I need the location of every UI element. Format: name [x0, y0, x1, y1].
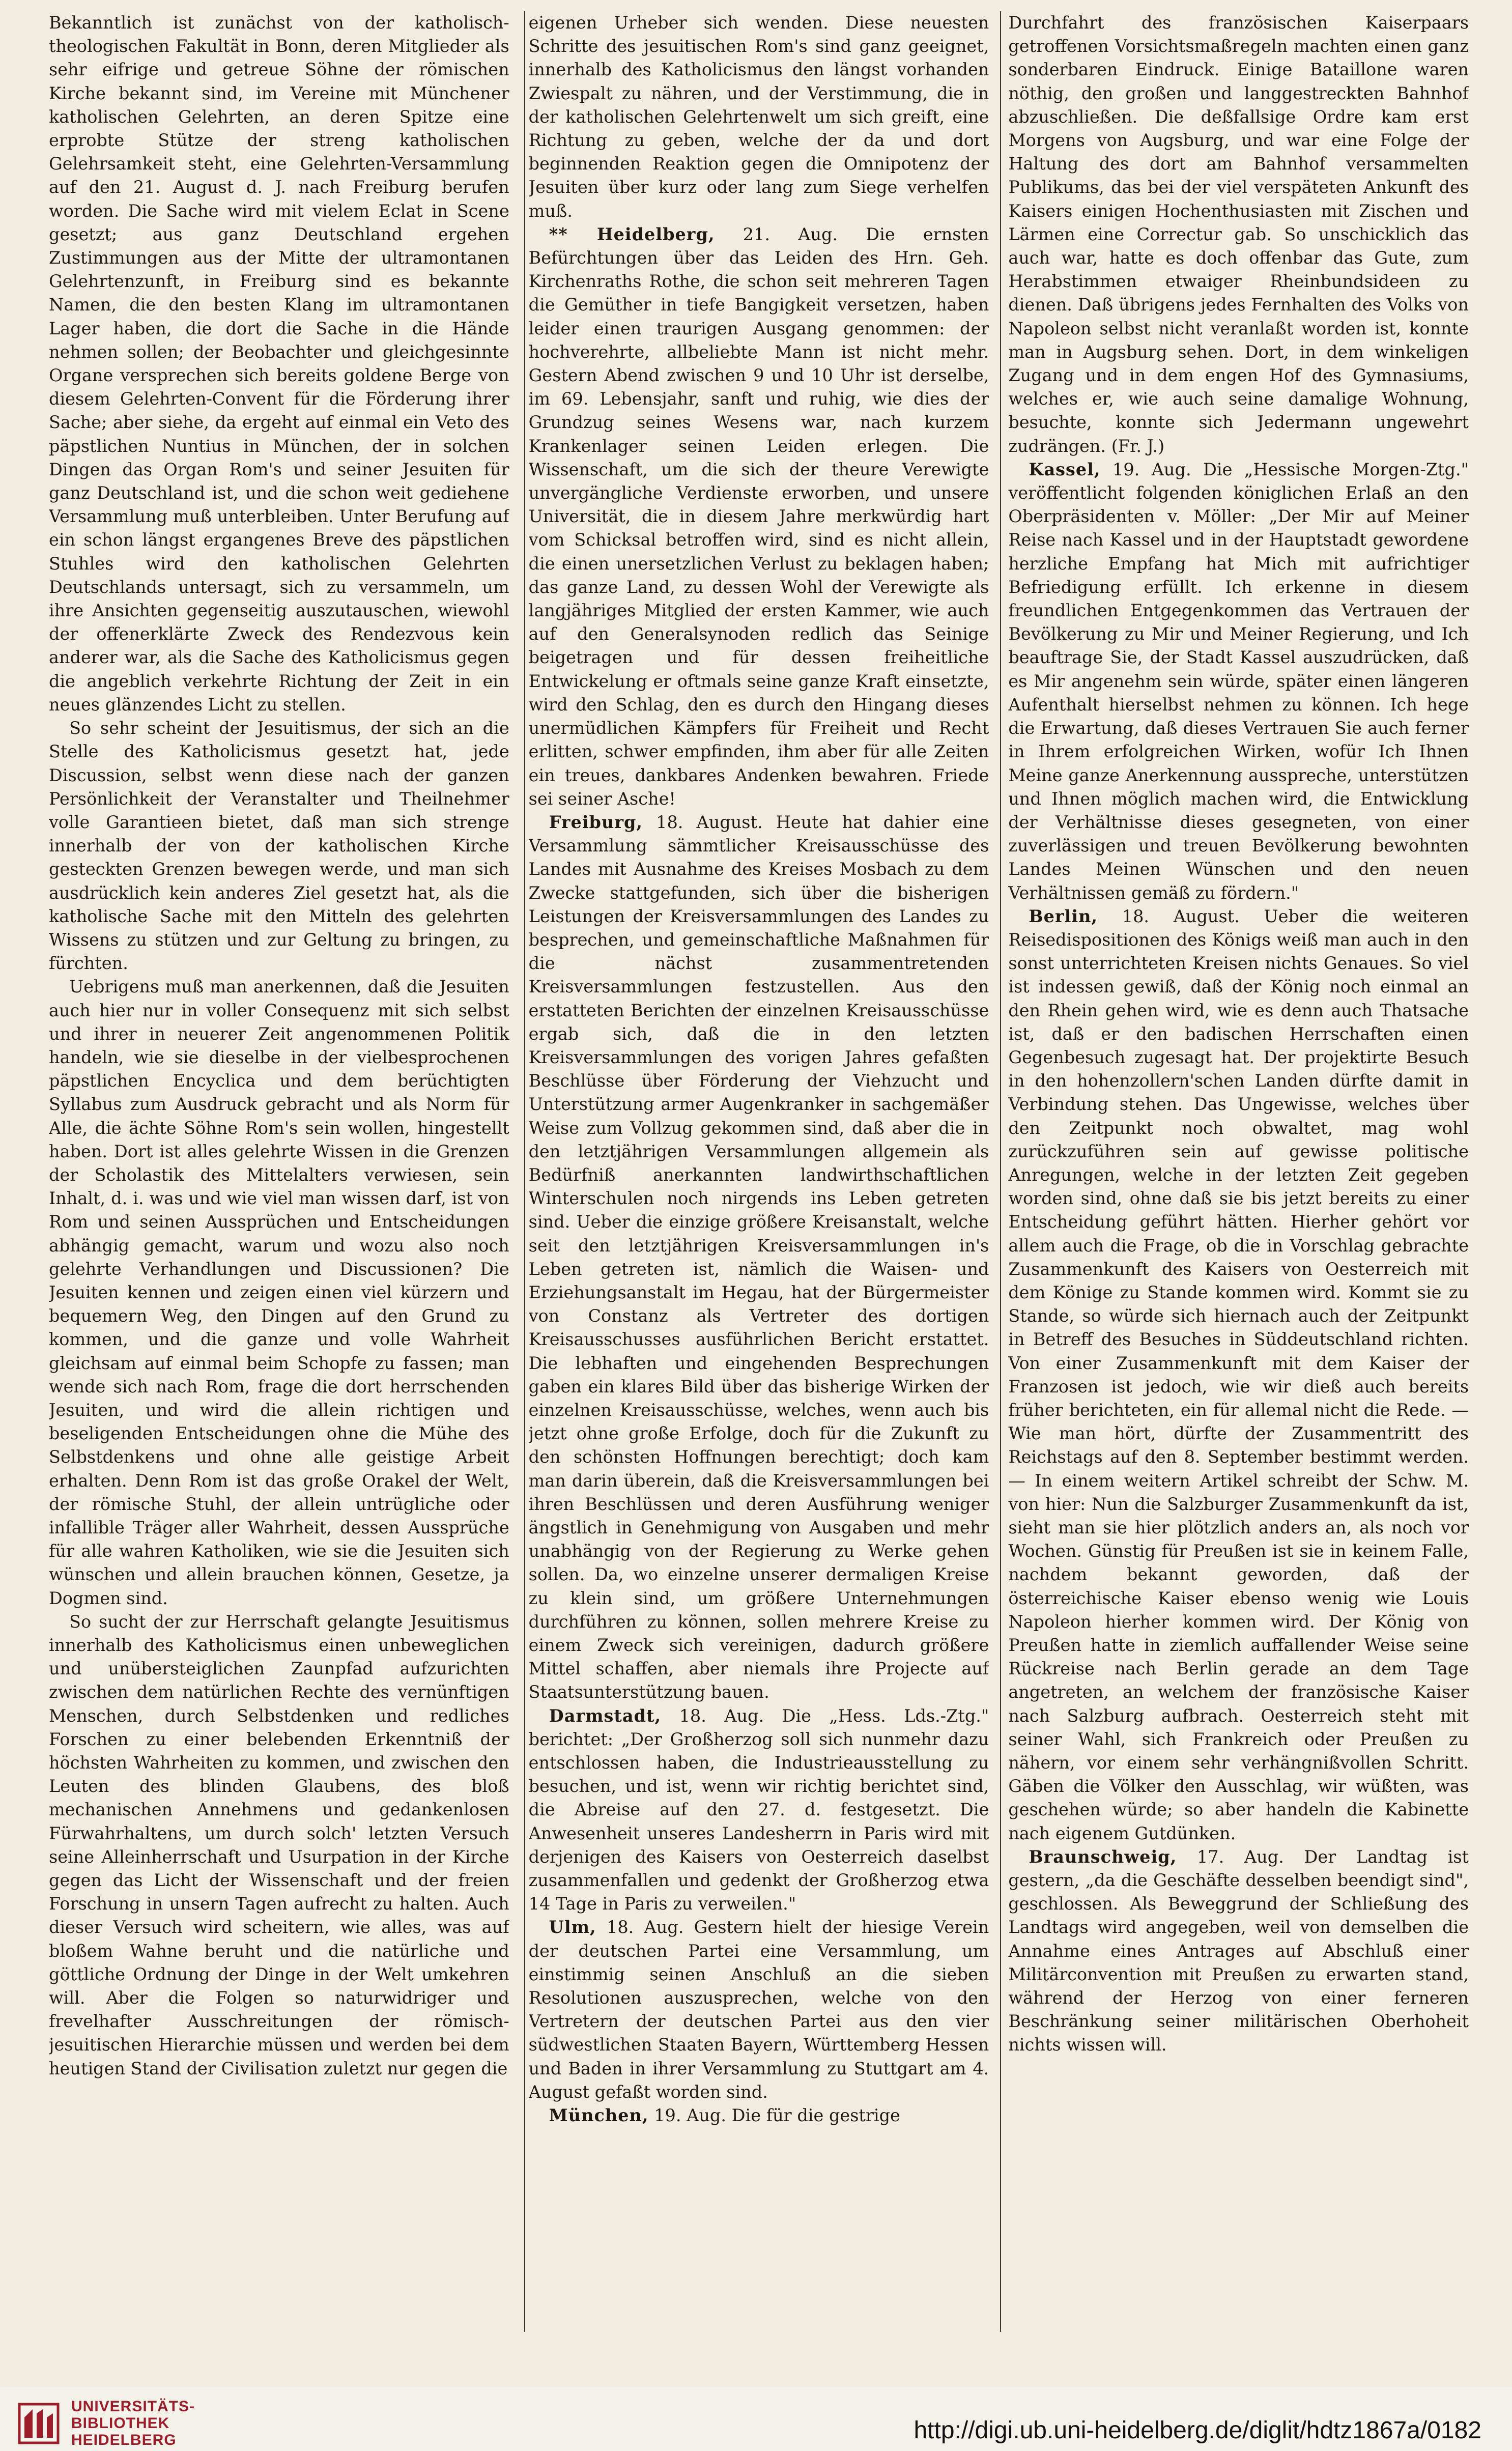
- library-name: [71, 2398, 195, 2448]
- university-library-logo-icon: [17, 2402, 60, 2445]
- paragraph-text: Bekanntlich ist zunächst von der katholisch-theologischen Fakultät in Bonn, deren Mitglieder als sehr eifrige und getreue Söhne der römischen Kirche bekannt sind, im Vereine mit Münchener katholischen Gelehrten, an deren Spitze eine erprobte Stütze der streng katholischen Gelehrsamkeit steht, eine Gelehrten-Versammlung auf den 21. August d. J. nach Freiburg berufen worden. Die Sache wird mit vielem Eclat in Scene gesetzt; aus ganz Deutschland ergehen Zustimmungen aus der Mitte der ultramontanen Gelehrtenzunft, in Freiburg sind es bekannte Namen, die den besten Klang im ultramontanen Lager haben, die dort die Sache in die Hände nehmen sollen; der Beobachter und gleichgesinnte Organe versprechen sich bereits goldene Berge von diesem Gelehrten-Convent für die Förderung ihrer Sache; aber siehe, da ergeht auf einmal ein Veto des päpstlichen Nuntius in München, der in solchen Dingen das Organ Rom's und seiner Jesuiten für ganz Deutschland ist, und die schon weit gediehene Versammlung muß unterbleiben. Unter Berufung auf ein schon längst ergangenes Breve des päpstlichen Stuhles wird den katholischen Gelehrten Deutschlands untersagt, sich zu versammeln, um ihre Ansichten gegenseitig auszutauschen, wiewohl der offenerklärte Zweck des Rendezvous kein anderer war, als die Sache des Katholicismus gegen die angeblich verkehrte Richtung der Zeit in ein neues glänzendes Licht zu stellen.: [49, 13, 509, 715]
- article-paragraph: [49, 975, 509, 1610]
- paragraph-text: Durchfahrt des französischen Kaiserpaars getroffenen Vorsichtsmaßregeln machten einen ganz sonderbaren Eindruck. Einige Bataillone waren nöthig, den großen und langgestreckten Bahnhof abzuschließen. Die deßfallsige Ordre kam erst Morgens von Augsburg, und war eine Folge der Haltung des dort am Bahnhof versammelten Publikums, das bei der viel verspäteten Ankunft des Kaisers einigen Hochenthusiasten mit Zischen und Lärmen eine Correctur gab. So unschicklich das auch war, hatte es doch offenbar das Gute, zum Herabstimmen etwaiger Rheinbundsideen zu dienen. Daß übrigens jedes Fernhalten des Volks von Napoleon selbst nicht veranlaßt worden ist, konnte man in Augsburg sehen. Dort, in dem winkeligen Zugang und in dem engen Hof des Gymnasiums, welches er, wie auch seine damalige Wohnung, besuchte, konnte sich Jedermann ungewehrt zudrängen. (Fr. J.): [1008, 13, 1469, 456]
- article-paragraph: [1008, 1845, 1469, 2057]
- article-paragraph: [1008, 905, 1469, 1845]
- dateline: Freiburg,: [549, 812, 643, 832]
- dateline: Ulm,: [549, 1917, 596, 1937]
- article-paragraph: [529, 1916, 989, 2104]
- dateline: Darmstadt,: [549, 1705, 662, 1726]
- paragraph-text: Uebrigens muß man anerkennen, daß die Jesuiten auch hier nur in voller Consequenz mit sich selbst und ihrer in neuerer Zeit angenommenen Politik handeln, wie sie dieselbe in der vielbesprochenen päpstlichen Encyclica und dem berüchtigten Syllabus zum Ausdruck gebracht und als Norm für Alle, die ächte Söhne Rom's sein wollen, hingestellt haben. Dort ist alles gelehrte Wissen in die Grenzen der Scholastik des Mittelalters verwiesen, sein Inhalt, d. i. was und wie viel man wissen darf, ist von Rom und seinen Aussprüchen und Entscheidungen abhängig gemacht, warum und wozu also noch gelehrte Verhandlungen und Discussionen? Die Jesuiten kennen und zeigen einen viel kürzern und bequemern Weg, den Dingen auf den Grund zu kommen, und die ganze und volle Wahrheit gleichsam auf einmal beim Schopfe zu fassen; man wende sich nach Rom, frage die dort herrschenden Jesuiten, und wird die allein richtigen und beseligenden Entscheidungen ohne die Mühe des Selbstdenkens und ohne alle geistige Arbeit erhalten. Denn Rom ist das große Orakel der Welt, der römische Stuhl, der allein untrügliche oder infallible Träger aller Wahrheit, dessen Aussprüche für alle wahren Katholiken, wie sie die Jesuiten sich wünschen und allein brauchen können, Gesetze, ja Dogmen sind.: [49, 977, 509, 1608]
- article-paragraph: [1008, 11, 1469, 458]
- column-3: [1008, 11, 1469, 2342]
- dateline: München,: [549, 2105, 649, 2126]
- dateline: Braunschweig,: [1029, 1846, 1177, 1867]
- library-logo[interactable]: [17, 2398, 195, 2448]
- column-divider: [1000, 11, 1001, 2332]
- text-columns: [49, 11, 1469, 2342]
- article-paragraph: [49, 717, 509, 975]
- paragraph-text: 18. August. Heute hat dahier eine Versammlung sämmtlicher Kreisausschüsse des Landes mit Ausnahme des Kreises Mosbach zu dem Zwecke stattgefunden, sich über die bisherigen Leistungen der Kreisversammlungen des Landes zu besprechen, und gemeinschaftliche Maßnahmen für die nächst zusammentretenden Kreisversammlungen festzustellen. Aus den erstatteten Berichten der einzelnen Kreisausschüsse ergab sich, daß die in den letzten Kreisversammlungen des vorigen Jahres gefaßten Beschlüsse über Förderung der Viehzucht und Unterstützung armer Augenkranker in sachgemäßer Weise zum Vollzug gekommen sind, daß aber die in den letztjährigen Versammlungen allgemein als Bedürfniß anerkannten landwirthschaftlichen Winterschulen noch nirgends ins Leben getreten sind. Ueber die einzige größere Kreisanstalt, welche seit den letztjährigen Kreisversammlungen in's Leben getreten ist, nämlich die Waisen- und Erziehungsanstalt im Hegau, hat der Bürgermeister von Constanz als Vertreter des dortigen Kreisausschusses ausführlichen Bericht erstattet. Die lebhaften und eingehenden Besprechungen gaben ein klares Bild über das bisherige Wirken der einzelnen Kreisausschüsse, welches, wenn auch bis jetzt ohne große Erfolge, doch für die Zukunft zu den schönsten Hoffnungen berechtigt; doch kam man darin überein, daß die Kreisversammlungen bei ihren Beschlüssen und deren Ausführung weniger ängstlich in Genehmigung von Ausgaben und mehr unabhängig von der Regierung zu Werke gehen sollen. Da, wo einzelne unserer dermaligen Kreise zu klein sind, um größere Unternehmungen durchführen zu können, sollen mehrere Kreise zu einem Zweck sich vereinigen, dadurch größere Mittel schaffen, aber niemals ihre Projecte auf Staatsunterstützung bauen.: [528, 812, 989, 1702]
- article-paragraph: [529, 811, 989, 1704]
- permalink-url[interactable]: http://digi.ub.uni-heidelberg.de/diglit/hdtz1867a/0182: [914, 2417, 1481, 2444]
- library-name-line: HEIDELBERG: [71, 2432, 177, 2448]
- column-divider: [524, 11, 525, 2332]
- column-1: [49, 11, 509, 2342]
- column-2: [529, 11, 989, 2342]
- article-paragraph: [529, 223, 989, 811]
- dateline: Berlin,: [1029, 906, 1098, 926]
- paragraph-text: 18. Aug. Die „Hess. Lds.-Ztg." berichtet: „Der Großherzog soll sich nunmehr dazu entschlossen haben, die Industrieausstellung zu besuchen, und ist, wenn wir richtig berichtet sind, die Abreise auf den 27. d. festgesetzt. Die Anwesenheit unseres Landesherrn in Paris wird mit derjenigen des Kaisers von Oesterreich daselbst zusammenfallen und gedenkt der Großherzog etwa 14 Tage in Paris zu verweilen.": [528, 1705, 989, 1914]
- article-paragraph: [1008, 458, 1469, 905]
- paragraph-text: 19. Aug. Die „Hessische Morgen-Ztg." veröffentlicht folgenden königlichen Erlaß an den Oberpräsidenten v. Möller: „Der Mir auf Meiner Reise nach Kassel und in der Hauptstadt gewordene herzliche Empfang hat Mich mit aufrichtiger Befriedigung erfüllt. Ich erkenne in diesem freundlichen Entgegenkommen das Vertrauen der Bevölkerung zu Mir und Meiner Regierung, und Ich beauftrage Sie, der Stadt Kassel auszudrücken, daß es Mir angenehm sein würde, später einen längeren Aufenthalt hierselbst nehmen zu können. Ich hege die Erwartung, daß dieses Vertrauen Sie auch ferner in Ihrem erfolgreichen Wirken, wofür Ich Ihnen Meine ganze Anerkennung ausspreche, unterstützen und Ihnen möglich machen wird, die Entwicklung der Verhältnisse dieses gesegneten, von einer zuverlässigen und treuen Bevölkerung bewohnten Landes Meinen Wünschen und den neuen Verhältnissen gemäß zu fördern.": [1008, 459, 1469, 903]
- article-paragraph: [529, 2104, 989, 2127]
- dateline: ** Heidelberg,: [549, 224, 715, 244]
- paragraph-text: 21. Aug. Die ernsten Befürchtungen über das Leiden des Hrn. Geh. Kirchenraths Rothe, die schon seit mehreren Tagen die Gemüther in tiefe Bangigkeit versetzen, haben leider einen traurigen Ausgang genommen: der hochverehrte, allbeliebte Mann ist nicht mehr. Gestern Abend zwischen 9 und 10 Uhr ist derselbe, im 69. Lebensjahr, sanft und ruhig, wie dies der Grundzug seines Wesens war, nach kurzem Krankenlager seinen Leiden erlegen. Die Wissenschaft, um die sich der theure Verewigte unvergängliche Verdienste erworben, und unsere Universität, die in diesem Jahre merkwürdig hart vom Schicksal betroffen wird, sind es nicht allein, die einen unersetzlichen Verlust zu beklagen haben; das ganze Land, zu dessen Wohl der Verewigte als langjähriges Mitglied der ersten Kammer, wie auch auf den Generalsynoden redlich das Seinige beigetragen und für dessen freiheitliche Entwickelung er oftmals seine ganze Kraft einsetzte, wird den Schlag, den es durch den Hingang dieses unermüdlichen Kämpfers für Freiheit und Recht erlitten, schwer empfinden, ihm aber für alle Zeiten ein treues, dankbares Andenken bewahren. Friede sei seiner Asche!: [528, 224, 989, 809]
- library-name-line: BIBLIOTHEK: [71, 2415, 170, 2432]
- article-paragraph: [49, 1610, 509, 2080]
- paragraph-text: 18. August. Ueber die weiteren Reisedispositionen des Königs weiß man auch in den sonst unterrichteten Kreisen nichts Genaues. So viel ist indessen gewiß, daß der König noch einmal an den Rhein gehen wird, wie es denn auch Thatsache ist, daß er den badischen Herrschaften einen Gegenbesuch zugesagt hat. Der projektirte Besuch in den hohenzollern'schen Landen dürfte damit in Verbindung stehen. Das Ungewisse, welches über den Zeitpunkt noch obwaltet, mag wohl zurückzuführen sein auf gewisse politische Anregungen, welche in der letzten Zeit gegeben worden sind, ohne daß sie bis jetzt bereits zu einer Entscheidung geführt hätten. Hierher gehört vor allem auch die Frage, ob die in Vorschlag gebrachte Zusammenkunft des Kaisers von Oesterreich mit dem Könige zu Stande kommen wird. Kommt sie zu Stande, so würde sich hiernach auch der Zeitpunkt in Betreff des Besuches in Süddeutschland richten. Von einer Zusammenkunft mit dem Kaiser der Franzosen ist jedoch, wie wir dieß auch bereits früher berichteten, ein für allemal nicht die Rede. — Wie man hört, dürfte der Zusammentritt des Reichstags auf den 8. September bestimmt werden. — In einem weitern Artikel schreibt der Schw. M. von hier: Nun die Salzburger Zusammenkunft da ist, sieht man sie hier plötzlich anders an, als noch vor Wochen. Günstig für Preußen ist sie in keinem Falle, nachdem bekannt geworden, daß der österreichische Kaiser ebenso wenig wie Louis Napoleon hierher kommen wird. Der König von Preußen hatte in ziemlich auffallender Weise seine Rückreise nach Berlin gerade an dem Tage angetreten, an welchem der französische Kaiser nach Salzburg aufbrach. Oesterreich steht mit seiner Wahl, sich Frankreich oder Preußen zu nähern, vor einem sehr verhängnißvollen Schritt. Gäben die Völker den Ausschlag, wir wüßten, was geschehen würde; so aber handeln die Kabinette nach eigenem Gutdünken.: [1008, 906, 1469, 1843]
- paragraph-text: eigenen Urheber sich wenden. Diese neuesten Schritte des jesuitischen Rom's sind ganz geeignet, innerhalb des Katholicismus den längst vorhanden Zwiespalt zu nähren, und der Verstimmung, die in der katholischen Gelehrtenwelt um sich greift, eine Richtung zu geben, welche der da und dort beginnenden Reaktion gegen die Omnipotenz der Jesuiten über kurz oder lang zum Siege verhelfen muß.: [528, 13, 989, 221]
- article-paragraph: [49, 11, 509, 717]
- article-paragraph: [529, 1704, 989, 1916]
- dateline: Kassel,: [1029, 459, 1101, 479]
- paragraph-text: So sehr scheint der Jesuitismus, der sich an die Stelle des Katholicismus gesetzt hat, jede Discussion, selbst wenn diese nach der ganzen Persönlichkeit der Veranstalter und Theilnehmer volle Garantieen bietet, daß man sich strenge innerhalb der von der katholischen Kirche gesteckten Grenzen bewegen werde, und man sich ausdrücklich kein anderes Ziel gesetzt hat, als die katholische Sache mit den Mitteln des gelehrten Wissens zu stützen und zur Geltung zu bringen, zu fürchten.: [49, 718, 509, 974]
- article-paragraph: [529, 11, 989, 223]
- library-name-line: UNIVERSITÄTS-: [71, 2398, 195, 2415]
- paragraph-text: 17. Aug. Der Landtag ist gestern, „da die Geschäfte desselben beendigt sind", geschlossen. Als Beweggrund der Schließung des Landtags wird angegeben, weil von demselben die Annahme eines Antrages auf Abschluß einer Militärconvention mit Preußen zu erwarten stand, während der Herzog von einer ferneren Beschränkung seiner militärischen Oberhoheit nichts wissen will.: [1008, 1846, 1469, 2055]
- paragraph-text: 18. Aug. Gestern hielt der hiesige Verein der deutschen Partei eine Versammlung, um einstimmig seinen Anschluß an die sieben Resolutionen auszusprechen, welche von den Vertretern der deutschen Partei aus den vier südwestlichen Staaten Bayern, Württemberg Hessen und Baden in ihrer Versammlung zu Stuttgart am 4. August gefaßt worden sind.: [528, 1917, 989, 2102]
- paragraph-text: 19. Aug. Die für die gestrige: [648, 2105, 900, 2126]
- paragraph-text: So sucht der zur Herrschaft gelangte Jesuitismus innerhalb des Katholicismus einen unbeweglichen und unübersteiglichen Zaunpfad aufzurichten zwischen dem natürlichen Rechte des vernünftigen Menschen, durch Selbstdenken und redliches Forschen zu einer belebenden Erkenntniß der höchsten Wahrheiten zu kommen, und zwischen den Leuten des blinden Glaubens, des bloß mechanischen Annehmens und gedankenlosen Fürwahrhaltens, um durch solch' letzten Versuch seine Alleinherrschaft und Usurpation in der Kirche gegen das Licht der Wissenschaft und der freien Forschung in unsern Tagen aufrecht zu halten. Auch dieser Versuch wird scheitern, wie alles, was auf bloßem Wahne beruht und die natürliche und göttliche Ordnung der Dinge in der Welt umkehren will. Aber die Folgen so naturwidriger und frevelhafter Ausschreitungen der römisch-jesuitischen Hierarchie müssen und werden bei dem heutigen Stand der Civilisation zuletzt nur gegen die: [49, 1611, 509, 2078]
